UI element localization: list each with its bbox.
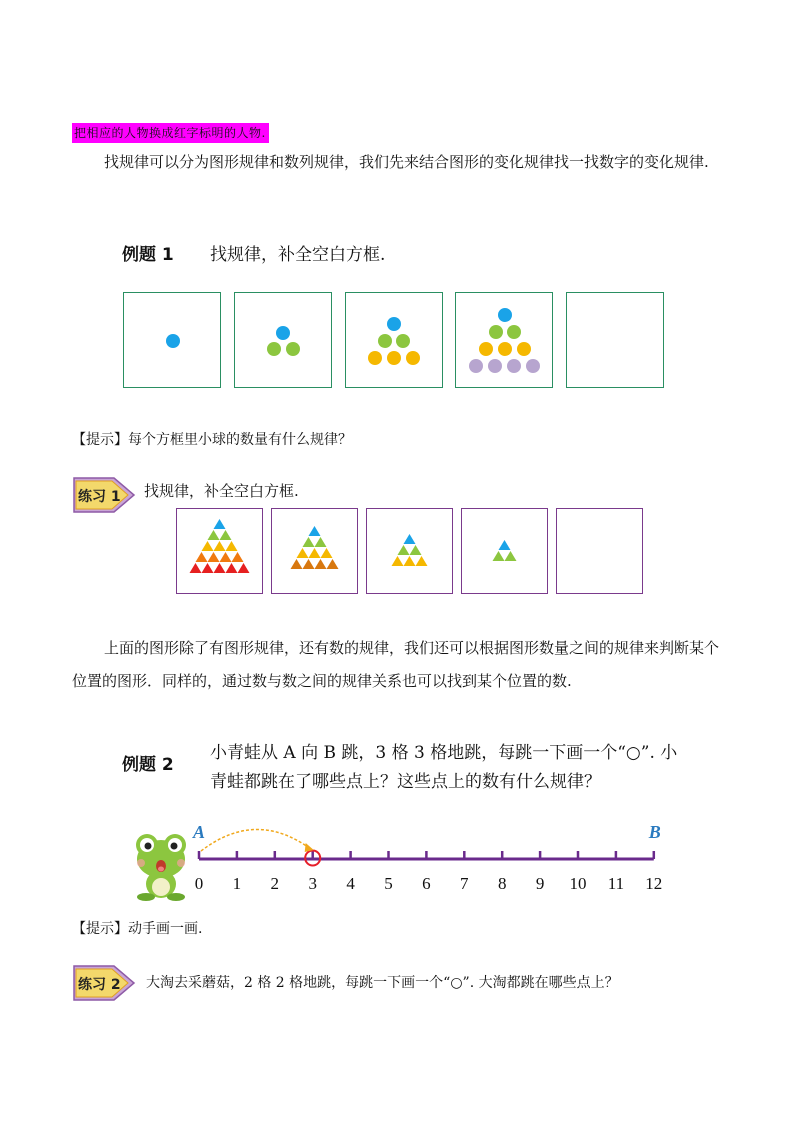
explanation-paragraph: 上面的图形除了有图形规律，还有数的规律，我们还可以根据图形数量之间的规律来判断某个位置的图形．同样的，通过数与数之间的规律关系也可以找到某个位置的数. — [72, 639, 720, 690]
example1-label: 例题 1 — [122, 245, 174, 265]
instruction-note: 把相应的人物换成红字标明的人物. — [72, 123, 269, 143]
ball — [166, 334, 180, 348]
ball-frame-2 — [234, 292, 332, 388]
triangle-pyramid-4 — [272, 509, 357, 593]
practice2-badge — [70, 962, 138, 1004]
ball — [387, 351, 401, 365]
practice1-badge — [70, 474, 138, 516]
tick-label: 7 — [460, 874, 469, 893]
point-a-label: A — [192, 822, 206, 842]
example2-label: 例题 2 — [122, 755, 174, 775]
practice1-question: 找规律，补全空白方框. — [144, 482, 299, 500]
ball — [526, 359, 540, 373]
tick-label: 12 — [645, 874, 663, 893]
triangle-pyramid-5 — [177, 509, 262, 593]
ball-frame-4 — [455, 292, 553, 388]
ball — [517, 342, 531, 356]
tick-label: 9 — [535, 874, 545, 893]
tick-label: 2 — [270, 874, 280, 893]
triangle-frame-3 — [366, 508, 453, 594]
ball — [489, 325, 503, 339]
intro-paragraph: 找规律可以分为图形规律和数列规律，我们先来结合图形的变化规律找一找数字的变化规律. — [104, 153, 709, 171]
point-b-label: B — [648, 822, 661, 842]
tick-label: 10 — [569, 874, 587, 893]
ball — [396, 334, 410, 348]
triangle-pyramid-2 — [462, 509, 547, 593]
tick-label: 6 — [422, 874, 431, 893]
hint-2: 【提示】动手画一画. — [72, 921, 203, 937]
tick-label: 11 — [607, 874, 625, 893]
practice2-label: 练习 2 — [78, 977, 121, 993]
ball-frame-1 — [123, 292, 221, 388]
ball — [387, 317, 401, 331]
tick-label: 5 — [384, 874, 393, 893]
jump-arc — [201, 829, 311, 851]
tick-label: 1 — [232, 874, 242, 893]
ball-frame-blank[interactable] — [566, 292, 664, 388]
ball — [378, 334, 392, 348]
practice1-label: 练习 1 — [78, 489, 121, 505]
triangle-frame-4 — [461, 508, 548, 594]
triangle-pyramid-3 — [367, 509, 452, 593]
triangle-frame-blank[interactable] — [556, 508, 643, 594]
ball — [276, 326, 290, 340]
hint-1: 【提示】每个方框里小球的数量有什么规律？ — [72, 432, 352, 448]
ball — [406, 351, 420, 365]
ball — [507, 359, 521, 373]
ball — [286, 342, 300, 356]
example2-question: 小青蛙从 A 向 B 跳，3 格 3 格地跳，每跳一下画一个“○”. 小青蛙都跳在了哪些点上？这些点上的数有什么规律？ — [210, 743, 678, 792]
ball — [507, 325, 521, 339]
practice2-question: 大淘去采蘑菇，2 格 2 格地跳，每跳一下画一个“○”. 大淘都跳在哪些点上？ — [146, 975, 619, 991]
triangle-frame-1 — [176, 508, 263, 594]
example1-question: 找规律，补全空白方框. — [210, 245, 386, 265]
ball — [498, 308, 512, 322]
ball — [469, 359, 483, 373]
tick-label: 0 — [194, 874, 204, 893]
tick-label: 4 — [346, 874, 355, 893]
ball — [479, 342, 493, 356]
tick-label: 3 — [308, 874, 317, 893]
ball-frame-3 — [345, 292, 443, 388]
ball — [498, 342, 512, 356]
ball — [488, 359, 502, 373]
ball — [368, 351, 382, 365]
ball — [267, 342, 281, 356]
number-line — [0, 815, 794, 900]
tick-label: 8 — [497, 874, 507, 893]
triangle-frame-2 — [271, 508, 358, 594]
